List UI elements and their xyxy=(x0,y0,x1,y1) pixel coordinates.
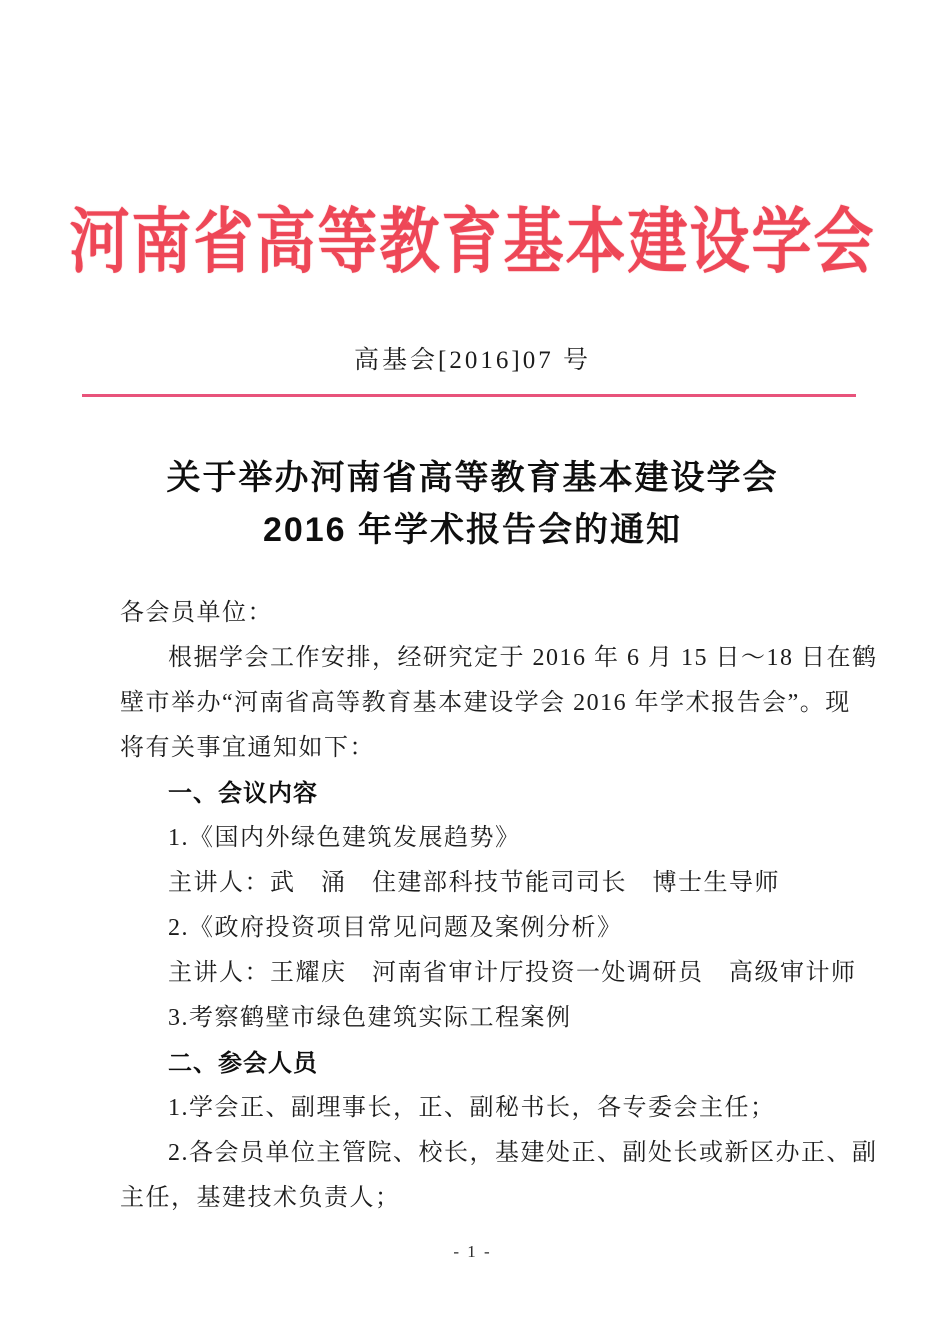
intro-line-1: 根据学会工作安排，经研究定于 2016 年 6 月 15 日～18 日在鹤 xyxy=(168,645,878,671)
document-body xyxy=(120,591,878,1221)
page-number: - 1 - xyxy=(453,1242,492,1261)
red-divider-line xyxy=(82,394,856,397)
doc-number: 高基会[2016]07 号 xyxy=(354,347,591,374)
section2-line-2: 2.各会员单位主管院、校长，基建处正、副处长或新区办正、副 xyxy=(168,1140,878,1166)
section1-line-3: 2.《政府投资项目常见问题及案例分析》 xyxy=(168,915,623,941)
section1-line-4: 主讲人：王耀庆 河南省审计厅投资一处调研员 高级审计师 xyxy=(168,960,857,986)
notice-title xyxy=(0,452,945,556)
notice-title-line2: 2016 年学术报告会的通知 xyxy=(262,511,683,549)
intro-line-3: 将有关事宜通知如下： xyxy=(120,735,375,761)
notice-title-line1: 关于举办河南省高等教育基本建设学会 xyxy=(166,459,779,497)
section1-line-1: 1.《国内外绿色建筑发展趋势》 xyxy=(168,825,521,851)
salutation-line: 各会员单位： xyxy=(120,600,273,626)
intro-line-2: 壁市举办“河南省高等教育基本建设学会 2016 年学术报告会”。现 xyxy=(120,690,851,716)
section1-line-2: 主讲人：武 涌 住建部科技节能司司长 博士生导师 xyxy=(168,870,780,896)
section2-heading: 二、参会人员 xyxy=(168,1050,318,1077)
org-title: 河南省高等教育基本建设学会 xyxy=(69,202,876,282)
section1-heading: 一、会议内容 xyxy=(168,780,318,807)
section1-line-5: 3.考察鹤壁市绿色建筑实际工程案例 xyxy=(168,1005,572,1031)
section2-line-3: 主任，基建技术负责人； xyxy=(120,1185,401,1211)
section2-line-1: 1.学会正、副理事长，正、副秘书长，各专委会主任； xyxy=(168,1095,776,1121)
